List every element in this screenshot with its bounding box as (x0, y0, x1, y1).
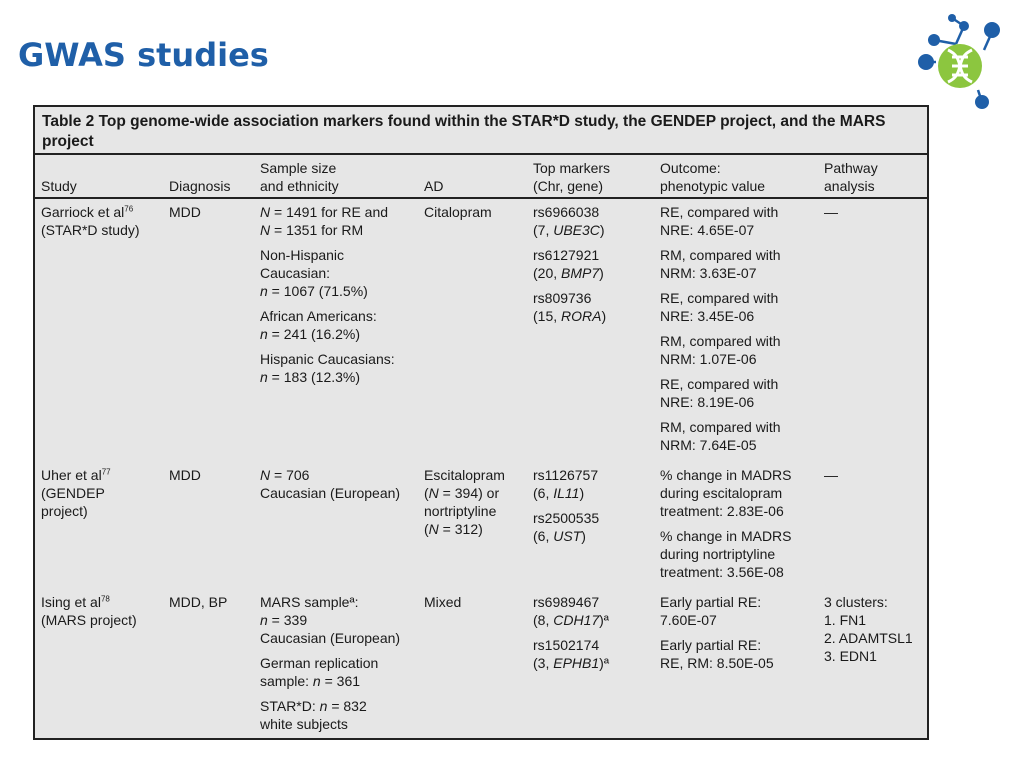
marker-block-line: rs6127921 (533, 247, 600, 263)
study-line: (STAR*D study) (41, 222, 140, 238)
marker-block (533, 289, 648, 325)
outcome-block (660, 332, 812, 368)
cell-diagnosis: MDD (169, 467, 201, 483)
col-header-sample: Sample size and ethnicity (254, 155, 418, 198)
cell-outcome (654, 198, 818, 462)
cell-pathway (818, 589, 927, 740)
sample-block (260, 466, 412, 502)
col-header-pathway: Pathway analysis (818, 155, 927, 198)
outcome-block-line: % change in MADRS (660, 467, 792, 483)
molecule-dna-logo (912, 10, 1008, 114)
outcome-block-line: treatment: 2.83E-06 (660, 503, 784, 519)
marker-block-line: (6, IL11) (533, 485, 585, 501)
outcome-block (660, 418, 812, 454)
ad-line: (N = 394) or (424, 485, 500, 501)
sample-block-line: N = 1351 for RM (260, 222, 364, 238)
marker-block (533, 509, 648, 545)
sample-block-line: sample: n = 361 (260, 673, 361, 689)
ad-line: (N = 312) (424, 521, 483, 537)
sample-block (260, 697, 412, 733)
sample-block (260, 593, 412, 647)
outcome-block-line: NRM: 7.64E-05 (660, 437, 757, 453)
sample-block-line: STAR*D: n = 832 (260, 698, 367, 714)
ad-line: nortriptyline (424, 503, 497, 519)
marker-block-line: rs6966038 (533, 204, 600, 220)
pathway-line: — (824, 467, 838, 483)
cell-ad (418, 462, 527, 589)
study-line: (GENDEP (41, 485, 105, 501)
col-header-diagnosis: Diagnosis (163, 155, 254, 198)
study-name: Uher et $al^{77}$ (41, 467, 111, 483)
sample-block-line: MARS sampleª: (260, 594, 359, 610)
cell-pathway (818, 462, 927, 589)
study-ref: 76 (124, 204, 134, 214)
sample-block (260, 246, 412, 300)
marker-block-line: rs6989467 (533, 594, 600, 610)
cell-ad (418, 198, 527, 462)
pathway-line: 1. FN1 (824, 612, 867, 628)
table-caption: Table 2 Top genome-wide association markers found within the STAR*D study, the GENDEP project, and the MARS project (35, 107, 927, 155)
outcome-block-line: RM, compared with (660, 333, 781, 349)
ad-line: Citalopram (424, 204, 492, 220)
outcome-block-line: RM, compared with (660, 419, 781, 435)
ad-line: Mixed (424, 594, 462, 610)
marker-block-line: (7, UBE3C) (533, 222, 605, 238)
cell-pathway (818, 198, 927, 462)
marker-block (533, 466, 648, 502)
study-ref: 77 (101, 467, 111, 477)
marker-block-line: (3, EPHB1)ª (533, 655, 609, 671)
table-row (35, 198, 927, 462)
sample-block-line: n = 339 (260, 612, 308, 628)
outcome-block-line: Early partial RE: (660, 594, 762, 610)
sample-block-line: Caucasian (European) (260, 630, 401, 646)
marker-block-line: (8, CDH17)ª (533, 612, 609, 628)
sample-block (260, 654, 412, 690)
sample-block-line: German replication (260, 655, 379, 671)
cell-ad (418, 589, 527, 740)
sample-block (260, 350, 412, 386)
slide-title: GWAS studies (18, 36, 269, 74)
outcome-block (660, 289, 812, 325)
sample-block-line: n = 241 (16.2%) (260, 326, 361, 342)
col-header-study: Study (35, 155, 163, 198)
outcome-block-line: NRM: 3.63E-07 (660, 265, 757, 281)
outcome-block-line: NRM: 1.07E-06 (660, 351, 757, 367)
table-row (35, 589, 927, 740)
outcome-block-line: during nortriptyline (660, 546, 776, 562)
study-name: Ising et $al^{78}$ (41, 594, 110, 610)
marker-block (533, 246, 648, 282)
cell-diagnosis: MDD (169, 204, 201, 220)
sample-block-line: white subjects (260, 716, 348, 732)
outcome-block (660, 593, 812, 629)
sample-block (260, 307, 412, 343)
outcome-block (660, 527, 812, 581)
outcome-block (660, 636, 812, 672)
study-line: (MARS project) (41, 612, 137, 628)
sample-block-line: Non-Hispanic (260, 247, 345, 263)
study-name: Garriock et $al^{76}$ (41, 204, 134, 220)
sample-block-line: Hispanic Caucasians: (260, 351, 395, 367)
gwas-table (33, 105, 929, 740)
marker-block-line: (20, BMP7) (533, 265, 604, 281)
marker-block-line: rs1502174 (533, 637, 600, 653)
markers-table (35, 155, 927, 740)
sample-block-line: N = 706 (260, 467, 310, 483)
outcome-block-line: 7.60E-07 (660, 612, 717, 628)
outcome-block (660, 466, 812, 520)
outcome-block-line: RE, RM: 8.50E-05 (660, 655, 774, 671)
cell-sample (254, 198, 418, 462)
cell-outcome (654, 462, 818, 589)
study-ref: 78 (100, 594, 110, 604)
outcome-block-line: RE, compared with (660, 204, 779, 220)
outcome-block-line: % change in MADRS (660, 528, 792, 544)
outcome-block-line: during escitalopram (660, 485, 783, 501)
outcome-block-line: Early partial RE: (660, 637, 762, 653)
outcome-block-line: RE, compared with (660, 290, 779, 306)
col-header-ad: AD (418, 155, 527, 198)
outcome-block-line: RM, compared with (660, 247, 781, 263)
marker-block (533, 203, 648, 239)
cell-markers (527, 589, 654, 740)
marker-block-line: rs809736 (533, 290, 592, 306)
sample-block-line: Caucasian: (260, 265, 331, 281)
cell-diagnosis: MDD, BP (169, 594, 228, 610)
outcome-block-line: NRE: 3.45E-06 (660, 308, 755, 324)
sample-block-line: n = 183 (12.3%) (260, 369, 361, 385)
table-header-row (35, 155, 927, 198)
marker-block-line: rs1126757 (533, 467, 599, 483)
sample-block (260, 203, 412, 239)
ad-line: Escitalopram (424, 467, 505, 483)
outcome-block-line: NRE: 4.65E-07 (660, 222, 755, 238)
cell-sample (254, 589, 418, 740)
pathway-line: — (824, 204, 838, 220)
sample-block-line: n = 1067 (71.5%) (260, 283, 368, 299)
col-header-outcome: Outcome: phenotypic value (654, 155, 818, 198)
outcome-block-line: RE, compared with (660, 376, 779, 392)
cell-study (35, 589, 163, 740)
outcome-block (660, 203, 812, 239)
cell-study (35, 198, 163, 462)
marker-block-line: (15, RORA) (533, 308, 607, 324)
cell-markers (527, 198, 654, 462)
table-row (35, 462, 927, 589)
outcome-block (660, 375, 812, 411)
outcome-block-line: NRE: 8.19E-06 (660, 394, 755, 410)
marker-block (533, 593, 648, 629)
cell-markers (527, 462, 654, 589)
cell-outcome (654, 589, 818, 740)
pathway-line: 3. EDN1 (824, 648, 877, 664)
study-line: project) (41, 503, 88, 519)
cell-sample (254, 462, 418, 589)
sample-block-line: N = 1491 for RE and (260, 204, 389, 220)
sample-block-line: Caucasian (European) (260, 485, 401, 501)
cell-study (35, 462, 163, 589)
col-header-markers: Top markers (Chr, gene) (527, 155, 654, 198)
outcome-block (660, 246, 812, 282)
outcome-block-line: treatment: 3.56E-08 (660, 564, 784, 580)
marker-block-line: rs2500535 (533, 510, 600, 526)
marker-block (533, 636, 648, 672)
sample-block-line: African Americans: (260, 308, 377, 324)
pathway-line: 3 clusters: (824, 594, 888, 610)
pathway-line: 2. ADAMTSL1 (824, 630, 913, 646)
marker-block-line: (6, UST) (533, 528, 586, 544)
